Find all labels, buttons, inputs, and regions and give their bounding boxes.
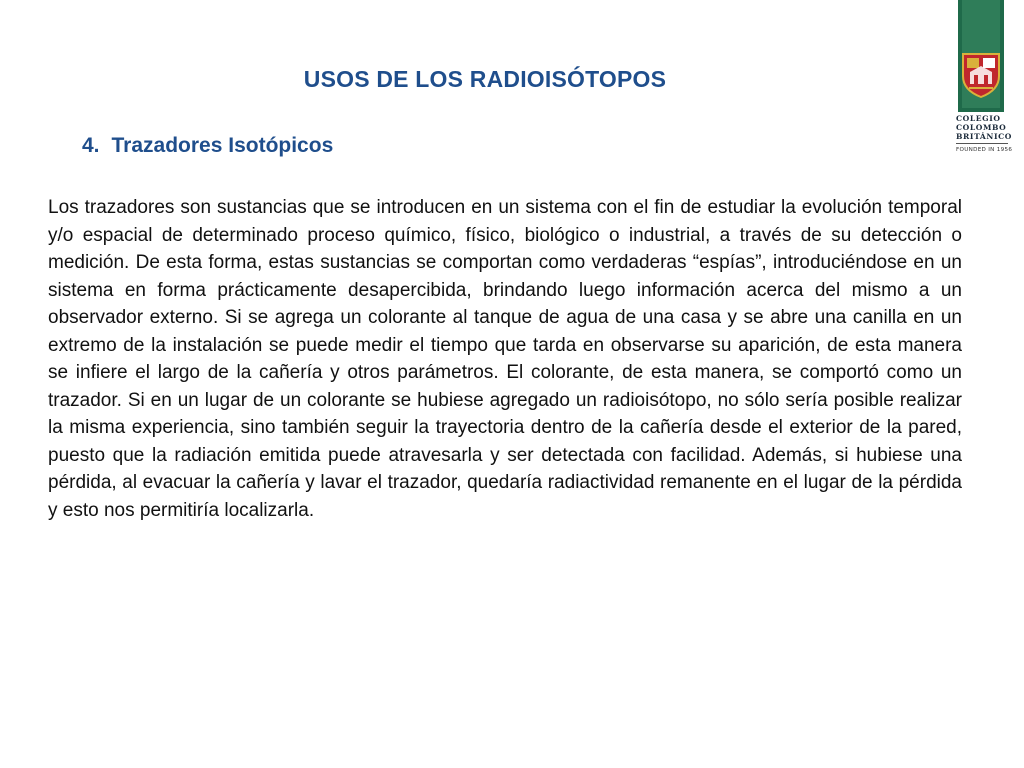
section-heading-text: Trazadores Isotópicos — [111, 134, 334, 157]
logo-line-3: BRITÁNICO — [956, 132, 1012, 141]
school-crest-icon — [961, 52, 1001, 98]
school-logo — [950, 0, 1024, 160]
logo-divider — [956, 143, 1008, 144]
logo-line-1: COLEGIO — [956, 114, 1001, 123]
section-heading — [82, 134, 333, 158]
logo-line-2: COLOMBO — [956, 123, 1007, 132]
section-number: 4. — [82, 134, 100, 157]
slide-title: USOS DE LOS RADIOISÓTOPOS — [303, 66, 667, 92]
logo-wordmark — [956, 114, 1022, 141]
logo-founded: FOUNDED IN 1956 — [956, 147, 1013, 153]
body-paragraph: Los trazadores son sustancias que se introducen en un sistema con el fin de estudiar la evolución temporal y/o espacial de determinado proceso químico, físico, biológico o industrial, a través de su detección o medición. De esta forma, estas sustancias se comportan como verdaderas “espías”, introduciéndose en un sistema en forma prácticamente desapercibida, brindando luego información acerca del mismo a un observador externo. Si se agrega un colorante al tanque de agua de una casa y se abre una canilla en un extremo de la instalación se puede medir el tiempo que tarda en observarse su aparición, de esta manera se infiere el largo de la cañería y otros parámetros. El colorante, de esta manera, se comportó como un trazador. Si en un lugar de un colorante se hubiese agregado un radioisótopo, no sólo sería posible realizar la misma experiencia, sino también seguir la trayectoria dentro de la cañería desde el exterior de la pared, puesto que la radiación emitida puede atravesarla y ser detectada con facilidad. Además, si hubiese una pérdida, al evacuar la cañería y lavar el trazador, quedaría radiactividad remanente en el lugar de la pérdida y esto nos permitiría localizarla. — [48, 197, 962, 521]
